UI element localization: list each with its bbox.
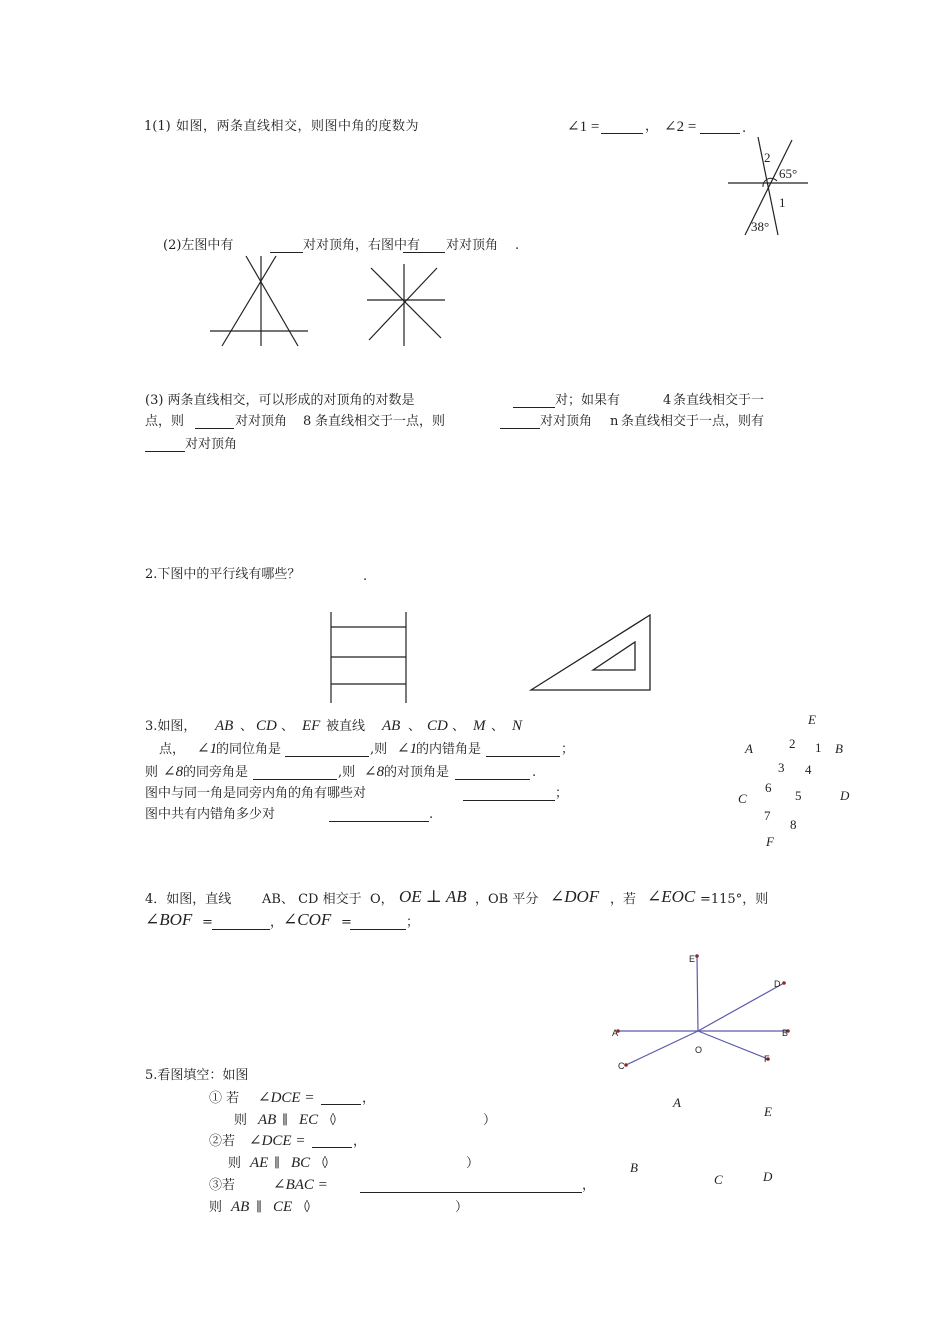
q3-n: N (512, 718, 523, 734)
q1-angle1-expr: ∠1 = (567, 119, 600, 135)
q1-angle2-expr: ∠2 = (664, 119, 697, 135)
q3-fig-4: 4 (805, 762, 812, 777)
q5-r4-e: （） (314, 1156, 333, 1171)
q1-part3-j: n (610, 414, 619, 429)
q4-ab-cd: AB、 CD 相交于 (262, 892, 362, 907)
q1-part3-d: 条直线相交于一 (673, 393, 765, 408)
q3-cd2: CD (427, 718, 448, 734)
q5-r4-b: AE (250, 1155, 269, 1171)
q3-fig-8: 8 (790, 817, 797, 832)
q5-r2-end: ） (483, 1113, 497, 1128)
q4-eq2: = (341, 915, 352, 930)
q3-line4: 图中与同一角是同旁内角的角有哪些对 (145, 786, 367, 801)
q4-ob-part: ，OB 平分 (475, 892, 539, 907)
q4-eoc: ∠EOC (647, 887, 696, 906)
q5-r1-a: ① 若 (209, 1091, 240, 1106)
q5-r2-b: AB (258, 1112, 277, 1128)
q3-fig-F: F (766, 834, 774, 849)
q3-intro: 3.如图， (145, 719, 197, 734)
q1-angle1-blank[interactable] (601, 133, 643, 134)
q4-fig-F: F (764, 1054, 770, 1064)
q5-r3-blank[interactable] (312, 1147, 352, 1148)
q3-fig-A: A (745, 741, 753, 756)
q3-period2: . (429, 807, 434, 822)
q3-fig-5: 5 (795, 788, 802, 803)
q5-r1-c: ， (362, 1091, 376, 1106)
q4-eq1: = (202, 915, 213, 930)
q3-blank1[interactable] (285, 756, 369, 757)
q5-r2-d: EC (299, 1112, 319, 1128)
q3-period1: . (532, 765, 537, 780)
q4-fig-E: E (689, 954, 696, 964)
q4-dof: ∠DOF (550, 887, 600, 906)
q1-part3-blank4[interactable] (145, 451, 185, 452)
q1-part3-blank1[interactable] (513, 407, 555, 408)
q3-angle1-b: ∠1 (397, 741, 418, 757)
q3-blank4[interactable] (455, 779, 530, 780)
q1-part1-prefix: 1(1) (144, 119, 171, 134)
q3-comma-then2: ,则 (338, 765, 356, 780)
q1-part3-b: 对；如果有 (555, 393, 621, 408)
q4-cof-blank[interactable] (350, 929, 406, 930)
q3-blank3[interactable] (253, 779, 337, 780)
q1-part3-k: 条直线相交于一点，则有 (621, 414, 765, 429)
q3-angle8-b: ∠8 (364, 764, 385, 780)
q3-blank6[interactable] (329, 821, 429, 822)
q1-part2-a: (2)左图中有 (163, 238, 234, 253)
q1-fig-label-2: 2 (764, 150, 771, 165)
q5-r2-c: ∥ (282, 1113, 289, 1128)
q3-blank2[interactable] (486, 756, 560, 757)
q2-ladder-figure (326, 610, 412, 705)
q3-angle1-a: ∠1 (197, 741, 218, 757)
q3-line2-b: 的同位角是 (216, 742, 282, 757)
q3-then: 则 (145, 765, 159, 780)
q5-r5-c: ， (582, 1178, 596, 1193)
q4-fig-O: O (695, 1045, 703, 1055)
q5-fig-B: B (630, 1160, 638, 1175)
q3-angle8-a: ∠8 (163, 764, 184, 780)
q5-r6-end: ） (455, 1200, 469, 1215)
q3-fig-B: B (835, 741, 843, 756)
q3-line5: 图中共有内错角多少对 (145, 807, 276, 822)
q5-r1-b: ∠DCE = (258, 1090, 315, 1106)
q3-fig-1: 1 (815, 740, 822, 755)
q4-oe-perp-ab: OE ⊥ AB (399, 887, 467, 906)
q3-cut: 被直线 (326, 719, 366, 734)
q5-r3-a: ②若 (209, 1134, 236, 1149)
q5-r3-b: ∠DCE = (249, 1133, 306, 1149)
q3-line2-c: 的内错角是 (416, 742, 482, 757)
q3-fig-6: 6 (765, 780, 772, 795)
q1-part3-l: 对对顶角 (185, 437, 238, 452)
q3-ab: AB (215, 718, 234, 734)
q1-left-lines-figure (208, 254, 313, 348)
q5-title: 5.看图填空：如图 (145, 1068, 249, 1083)
q3-sep4: 、 (452, 719, 466, 734)
q5-r2-a: 则 (234, 1113, 248, 1128)
q5-fig-C: C (714, 1172, 723, 1187)
q4-fig-B: B (782, 1028, 789, 1038)
q3-comma-then: ,则 (370, 742, 388, 757)
q3-line3-b: 的对顶角是 (384, 765, 450, 780)
q4-bof: ∠BOF (145, 910, 193, 929)
q3-blank5[interactable] (463, 800, 555, 801)
q4-comma: ， (270, 915, 284, 930)
q3-fig-E: E (808, 712, 816, 727)
q3-fig-D: D (840, 788, 850, 803)
q1-part2-blank1[interactable] (270, 252, 303, 253)
q1-fig-label-65: 65° (779, 166, 798, 181)
q3-line3-a: 的同旁角是 (183, 765, 249, 780)
q3-ef: EF (302, 718, 321, 734)
q5-r5-a: ③若 (209, 1178, 236, 1193)
q1-fig-label-1: 1 (779, 195, 786, 210)
q3-fig-3: 3 (778, 760, 785, 775)
q4-o-point: O， (370, 892, 394, 907)
q4-if-part: ，若 (610, 892, 637, 907)
q1-part3-blank3[interactable] (500, 428, 540, 429)
q3-sep1: 、 (240, 719, 254, 734)
q4-semi: ； (406, 915, 420, 930)
q4-intro: 4．如图，直线 (145, 892, 232, 907)
q5-r4-a: 则 (228, 1156, 242, 1171)
q1-part3-h: 条直线相交于一点，则 (315, 414, 446, 429)
q3-semi1: ； (561, 742, 575, 757)
q5-r4-c: ∥ (274, 1156, 281, 1171)
q1-part2-c: 对对顶角 (446, 238, 499, 253)
q3-ab2: AB (382, 718, 401, 734)
q1-sep: ， (645, 119, 659, 134)
q2-set-square-figure (528, 612, 654, 694)
q5-r6-e: （） (296, 1200, 315, 1215)
q1-part2-d: . (515, 238, 520, 253)
q5-r6-b: AB (231, 1199, 250, 1215)
q1-part1-text: 如图，两条直线相交，则图中角的度数为 (176, 119, 420, 134)
q1-part3-f: 对对顶角 (235, 414, 288, 429)
q5-fig-D: D (763, 1169, 773, 1184)
q3-sep3: 、 (408, 719, 422, 734)
q1-part2-blank2[interactable] (403, 252, 445, 253)
q5-fig-A: A (673, 1095, 681, 1110)
q5-r6-d: CE (273, 1199, 293, 1215)
q1-angle2-blank[interactable] (700, 133, 740, 134)
q3-fig-7: 7 (764, 808, 771, 823)
q3-m: M (473, 718, 486, 734)
q5-r1-blank[interactable] (321, 1104, 361, 1105)
q4-cof: ∠COF (283, 910, 332, 929)
q1-part3-i: 对对顶角 (540, 414, 593, 429)
q2-period: . (363, 569, 368, 584)
q4-rays-figure (610, 948, 800, 1072)
q2-text: 2.下图中的平行线有哪些？ (145, 567, 301, 582)
q1-part3-blank2[interactable] (195, 428, 234, 429)
q3-cd: CD (256, 718, 277, 734)
q4-eq115: =115°，则 (700, 892, 769, 907)
q3-fig-2: 2 (789, 736, 796, 751)
q3-sep2: 、 (281, 719, 295, 734)
q1-fig-label-38: 38° (751, 219, 770, 234)
q5-r5-b: ∠BAC = (273, 1177, 328, 1193)
q3-sep5: 、 (491, 719, 505, 734)
q1-period: . (742, 121, 747, 136)
q5-r2-e: （） (322, 1113, 341, 1128)
q5-r6-a: 则 (209, 1200, 223, 1215)
q4-fig-C: C (618, 1061, 625, 1071)
q1-right-lines-figure (365, 262, 447, 348)
q1-part3-c: 4 (663, 393, 672, 408)
q5-fig-E: E (764, 1104, 772, 1119)
q1-part3-e: 点，则 (145, 414, 185, 429)
q5-r6-c: ∥ (256, 1200, 263, 1215)
q5-r5-blank[interactable] (360, 1192, 582, 1193)
q4-bof-blank[interactable] (212, 929, 270, 930)
q4-fig-A: A (612, 1028, 619, 1038)
q3-line2-a: 点， (159, 742, 186, 757)
q5-r4-end: ） (466, 1156, 480, 1171)
q5-r3-c: ， (353, 1134, 367, 1149)
q5-r4-d: BC (291, 1155, 311, 1171)
q1-part2-b: 对对顶角，右图中有 (303, 238, 421, 253)
q3-semi2: ； (555, 786, 569, 801)
q4-fig-D: D (774, 979, 781, 989)
q3-fig-C: C (738, 791, 747, 806)
q1-part3-g: 8 (303, 414, 312, 429)
q1-part3-a: (3) 两条直线相交，可以形成的对顶角的对数是 (145, 393, 415, 408)
